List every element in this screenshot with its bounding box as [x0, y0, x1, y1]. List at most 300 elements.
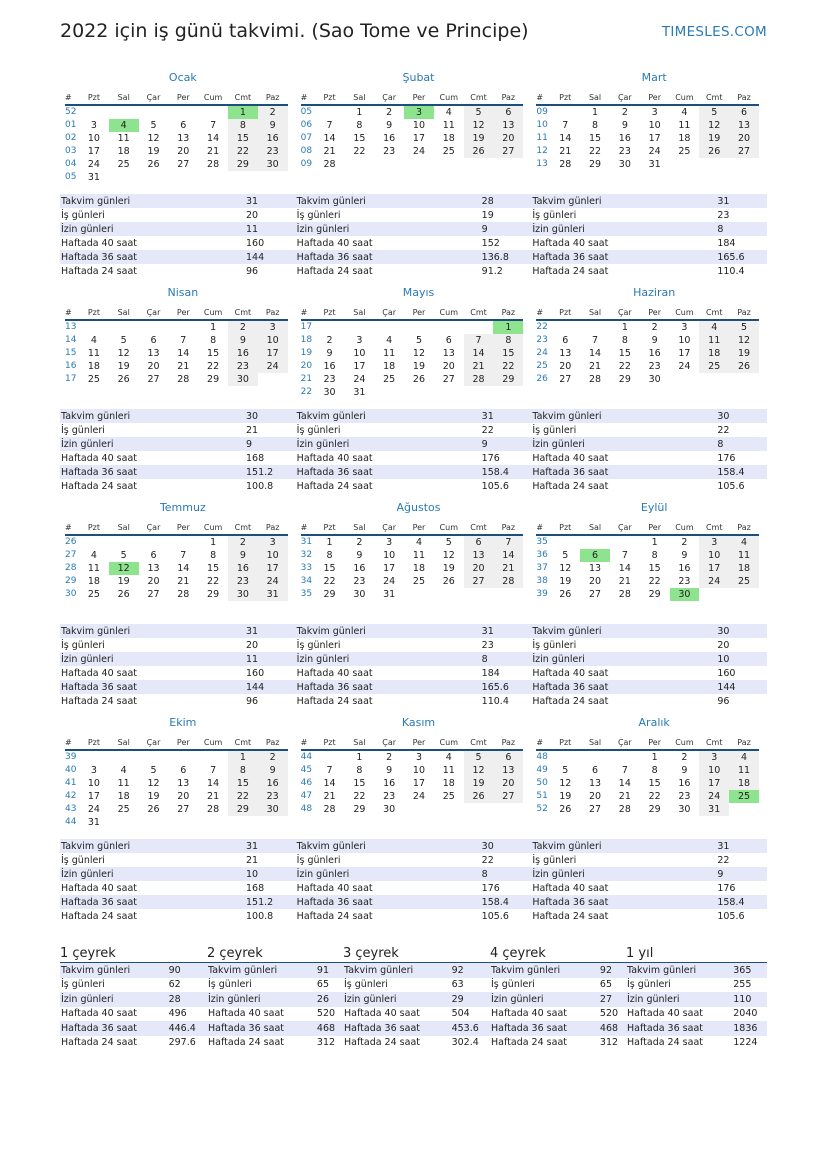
day-cell: 6 — [180, 120, 187, 131]
stat-label: İş günleri — [61, 209, 105, 221]
weekday-header: Cmt — [699, 90, 729, 105]
day-cell: 8 — [592, 120, 599, 131]
empty-cell — [79, 535, 109, 549]
day-cell: 10 — [412, 120, 425, 131]
week-number: 39 — [536, 589, 548, 599]
stat-row — [343, 963, 490, 978]
stat-row — [531, 409, 767, 423]
empty-cell — [550, 320, 580, 334]
stat-label: İş günleri — [296, 854, 341, 866]
stat-value: 31 — [716, 194, 767, 208]
day-cell: 6 — [150, 335, 157, 346]
weekday-header: Per — [640, 520, 670, 535]
empty-cell — [374, 320, 404, 334]
month-calendar — [65, 305, 288, 386]
day-cell: 1 — [228, 105, 258, 119]
stat-value: 158.4 — [481, 895, 532, 909]
day-cell: 28 — [464, 373, 494, 386]
empty-cell — [729, 803, 759, 816]
week-row — [65, 334, 288, 347]
empty-cell — [434, 588, 464, 601]
stat-label: Takvim günleri — [60, 624, 245, 638]
day-cell: 9 — [386, 120, 393, 131]
week-number: 52 — [536, 804, 548, 814]
stat-row — [490, 978, 626, 993]
week-number: 35 — [300, 589, 313, 599]
day-cell: 6 — [445, 335, 452, 346]
day-cell: 14 — [618, 778, 631, 789]
stat-label: Haftada 40 saat — [61, 1008, 137, 1020]
weekday-header: Per — [168, 520, 198, 535]
day-cell: 27 — [729, 145, 759, 158]
empty-cell — [404, 386, 434, 399]
stat-label: Haftada 24 saat — [344, 1037, 420, 1049]
stat-label: İş günleri — [344, 979, 388, 991]
stat-row — [60, 194, 296, 208]
stat-label: Haftada 40 saat — [296, 452, 373, 464]
day-cell: 23 — [323, 374, 336, 385]
day-cell: 4 — [445, 752, 452, 763]
stat-label: Haftada 24 saat — [296, 695, 373, 707]
week-number: 33 — [300, 563, 313, 573]
week-number: 29 — [65, 576, 77, 586]
week-row — [65, 360, 288, 373]
day-cell: 17 — [699, 777, 729, 790]
weekday-header: Paz — [258, 520, 288, 535]
day-cell: 29 — [648, 804, 661, 815]
stat-row — [207, 1036, 343, 1051]
month-block — [296, 285, 532, 500]
stat-value: 176 — [481, 452, 500, 464]
week-number: 05 — [300, 107, 313, 117]
weekday-header: Sal — [109, 305, 139, 320]
stat-row — [60, 1007, 207, 1022]
stat-value: 29 — [451, 992, 490, 1007]
stat-label: Haftada 40 saat — [532, 882, 609, 894]
day-cell: 2 — [621, 107, 628, 118]
weekday-header: # — [536, 735, 550, 750]
day-cell: 14 — [323, 778, 336, 789]
empty-cell — [168, 320, 198, 334]
weekday-header: Cum — [434, 735, 464, 750]
week-row — [301, 750, 524, 764]
day-cell: 26 — [147, 159, 160, 170]
weekday-header: Cmt — [464, 90, 494, 105]
weekday-header: Pzt — [79, 90, 109, 105]
empty-cell — [344, 320, 374, 334]
day-cell: 2 — [681, 752, 688, 763]
stat-row — [490, 1021, 626, 1036]
day-cell: 29 — [618, 374, 631, 385]
stat-row — [343, 1007, 490, 1022]
weekday-header: Çar — [610, 520, 640, 535]
day-cell: 26 — [117, 589, 130, 600]
stat-row — [531, 465, 767, 479]
day-cell: 28 — [618, 804, 631, 815]
week-number: 20 — [300, 361, 313, 371]
week-number: 02 — [65, 133, 77, 143]
week-row — [301, 764, 524, 777]
empty-cell — [580, 535, 610, 549]
day-cell: 3 — [681, 322, 688, 333]
stat-value: 11 — [245, 222, 296, 236]
stat-row — [60, 250, 296, 264]
weekday-header: Sal — [580, 520, 610, 535]
day-cell: 9 — [258, 764, 288, 777]
day-cell: 25 — [383, 374, 396, 385]
day-cell: 27 — [442, 374, 455, 385]
day-cell: 14 — [588, 348, 602, 359]
empty-cell — [493, 588, 523, 601]
month-stats — [60, 194, 296, 278]
day-cell: 17 — [258, 562, 288, 575]
day-cell: 6 — [493, 105, 523, 119]
day-cell: 9 — [228, 334, 258, 347]
stat-value: 312 — [599, 1037, 619, 1049]
stat-row — [296, 666, 532, 680]
stat-label: İzin günleri — [60, 652, 245, 666]
day-cell: 1 — [356, 107, 363, 118]
day-cell: 5 — [464, 105, 494, 119]
day-cell: 1 — [651, 752, 658, 763]
day-cell: 22 — [353, 146, 366, 157]
stat-row — [490, 963, 626, 978]
stat-label: İş günleri — [532, 854, 577, 866]
weekday-header: Çar — [139, 735, 169, 750]
stat-value: 31 — [716, 839, 767, 853]
week-row — [301, 790, 524, 803]
stat-value: 297.6 — [168, 1037, 196, 1049]
stat-label: Haftada 40 saat — [627, 1008, 703, 1020]
weekday-header: Cum — [670, 305, 700, 320]
stat-label: Haftada 24 saat — [61, 910, 137, 922]
stat-label: Takvim günleri — [296, 839, 481, 853]
week-row — [301, 777, 524, 790]
month-calendar — [536, 90, 759, 171]
empty-cell — [198, 816, 228, 829]
weekday-header: Cmt — [464, 735, 494, 750]
stat-value: 144 — [245, 680, 296, 694]
week-row — [536, 562, 759, 575]
stat-value: 160 — [246, 667, 265, 679]
day-cell: 30 — [678, 804, 691, 815]
day-cell: 2 — [651, 322, 658, 333]
stat-row — [296, 652, 532, 666]
day-cell: 20 — [147, 361, 160, 372]
day-cell: 9 — [681, 765, 688, 776]
month-stats — [531, 409, 767, 493]
day-cell: 23 — [353, 576, 366, 587]
stat-value: 158.4 — [716, 465, 767, 479]
weekday-header: Per — [640, 90, 670, 105]
day-cell: 5 — [150, 120, 157, 131]
stat-label: Haftada 40 saat — [61, 237, 137, 249]
month-calendar — [301, 305, 524, 399]
week-row — [65, 105, 288, 119]
stat-value: 496 — [168, 1008, 187, 1020]
stat-label: Takvim günleri — [531, 409, 716, 423]
day-cell: 19 — [147, 791, 160, 802]
stat-label: Haftada 36 saat — [490, 1021, 599, 1036]
stat-value: 105.6 — [481, 480, 509, 492]
day-cell: 26 — [147, 804, 160, 815]
day-cell: 15 — [353, 133, 366, 144]
day-cell: 13 — [442, 348, 455, 359]
week-row — [65, 562, 288, 575]
day-cell: 27 — [493, 145, 523, 158]
stat-label: İş günleri — [296, 424, 341, 436]
stat-label: Haftada 24 saat — [61, 695, 137, 707]
stat-row — [60, 652, 296, 666]
day-cell: 2 — [386, 752, 393, 763]
weekday-header: Çar — [610, 305, 640, 320]
week-number: 24 — [536, 348, 548, 358]
week-number: 25 — [536, 361, 548, 371]
month-stats — [531, 624, 767, 708]
day-cell: 21 — [618, 791, 631, 802]
day-cell: 21 — [207, 146, 220, 157]
empty-cell — [344, 158, 374, 171]
weekday-header: Pzt — [79, 305, 109, 320]
quarter-stats — [490, 963, 626, 1050]
day-cell: 5 — [729, 320, 759, 334]
day-cell: 19 — [699, 132, 729, 145]
stat-label: İzin günleri — [490, 992, 599, 1007]
brand-logo[interactable]: TIMESLES.COM — [661, 24, 767, 40]
weekday-header: Pzt — [550, 305, 580, 320]
day-cell: 21 — [464, 360, 494, 373]
day-cell: 24 — [648, 146, 661, 157]
day-cell: 9 — [651, 335, 658, 346]
empty-cell — [404, 158, 434, 171]
day-cell: 13 — [177, 133, 190, 144]
empty-cell — [315, 750, 345, 764]
stat-value: 30 — [481, 839, 532, 853]
empty-cell — [670, 158, 700, 171]
stat-label: Takvim günleri — [60, 194, 245, 208]
day-cell: 29 — [207, 374, 220, 385]
day-cell: 16 — [678, 778, 691, 789]
week-number: 45 — [300, 765, 313, 775]
weekday-header: Cmt — [228, 520, 258, 535]
day-cell: 22 — [648, 791, 661, 802]
stat-label: İş günleri — [61, 854, 105, 866]
week-row — [536, 347, 759, 360]
empty-cell — [610, 535, 640, 549]
stat-value: 22 — [481, 424, 494, 436]
week-number: 40 — [65, 765, 77, 775]
stat-label: İzin günleri — [531, 437, 716, 451]
month-stats — [296, 624, 532, 708]
day-cell: 31 — [353, 387, 366, 398]
weekday-header: Per — [168, 735, 198, 750]
stat-row — [296, 236, 532, 250]
weekday-header: Pzt — [315, 735, 345, 750]
weekday-header: Per — [640, 305, 670, 320]
day-cell: 23 — [228, 575, 258, 588]
day-cell: 11 — [87, 348, 100, 359]
empty-cell — [434, 386, 464, 399]
weekday-header: Çar — [374, 305, 404, 320]
day-cell: 16 — [353, 563, 366, 574]
stat-value: 22 — [481, 854, 494, 866]
day-cell: 16 — [258, 132, 288, 145]
stat-row — [60, 624, 296, 638]
day-cell: 13 — [147, 563, 160, 574]
stat-row — [60, 909, 296, 923]
day-cell: 16 — [383, 133, 396, 144]
day-cell: 13 — [493, 119, 523, 132]
week-number: 46 — [300, 778, 313, 788]
empty-cell — [109, 816, 139, 829]
stat-value: 91.2 — [481, 265, 503, 277]
empty-cell — [109, 750, 139, 764]
stat-value: 176 — [717, 882, 736, 894]
day-cell: 3 — [415, 752, 422, 763]
week-row — [301, 158, 524, 171]
stat-row — [207, 1007, 343, 1022]
week-row — [536, 588, 759, 601]
weekday-header: Per — [640, 735, 670, 750]
weekday-header: Pzt — [315, 520, 345, 535]
day-cell: 3 — [386, 537, 393, 548]
stat-row — [343, 978, 490, 993]
day-cell: 31 — [87, 172, 100, 183]
stat-value: 26 — [316, 992, 343, 1007]
stat-label: Haftada 40 saat — [532, 237, 609, 249]
day-cell: 6 — [493, 750, 523, 764]
weekday-header: Cmt — [699, 520, 729, 535]
day-cell: 11 — [442, 120, 455, 131]
day-cell: 11 — [729, 549, 759, 562]
stat-label: Haftada 36 saat — [60, 1021, 168, 1036]
weekday-header: Çar — [139, 305, 169, 320]
weekday-header: # — [65, 735, 79, 750]
week-row — [536, 777, 759, 790]
weekday-header: Sal — [344, 735, 374, 750]
stat-value: 9 — [716, 867, 767, 881]
weekday-header: # — [536, 90, 550, 105]
day-cell: 26 — [559, 589, 572, 600]
day-cell: 11 — [678, 120, 691, 131]
empty-cell — [109, 320, 139, 334]
stat-label: İzin günleri — [296, 652, 481, 666]
empty-cell — [699, 588, 729, 601]
day-cell: 24 — [87, 804, 100, 815]
stat-row — [626, 1036, 767, 1051]
week-row — [65, 347, 288, 360]
stat-label: Haftada 36 saat — [296, 680, 481, 694]
stat-value: 105.6 — [481, 910, 509, 922]
day-cell: 28 — [177, 589, 190, 600]
day-cell: 10 — [258, 334, 288, 347]
stat-label: Takvim günleri — [296, 409, 481, 423]
day-cell: 26 — [559, 804, 572, 815]
day-cell: 12 — [109, 562, 139, 575]
stat-row — [296, 409, 532, 423]
empty-cell — [464, 320, 494, 334]
week-row — [536, 334, 759, 347]
empty-cell — [404, 588, 434, 601]
day-cell: 4 — [109, 119, 139, 132]
stat-row — [60, 236, 296, 250]
stat-label: Haftada 40 saat — [532, 667, 609, 679]
day-cell: 3 — [404, 105, 434, 119]
day-cell: 14 — [177, 563, 190, 574]
stat-label: İş günleri — [532, 209, 577, 221]
month-name: Ekim — [169, 716, 197, 729]
stat-label: Haftada 24 saat — [61, 1037, 137, 1049]
weekday-header: # — [65, 90, 79, 105]
stat-row — [343, 992, 490, 1007]
day-cell: 18 — [117, 791, 130, 802]
day-cell: 28 — [207, 804, 220, 815]
stat-label: Haftada 36 saat — [207, 1021, 316, 1036]
weekday-header: Per — [168, 90, 198, 105]
day-cell: 15 — [228, 132, 258, 145]
week-number: 41 — [65, 778, 77, 788]
week-number: 09 — [300, 159, 313, 169]
stat-value: 8 — [716, 222, 767, 236]
day-cell: 14 — [177, 348, 190, 359]
day-cell: 9 — [356, 550, 363, 561]
week-number: 52 — [65, 107, 77, 117]
stat-row — [531, 638, 767, 652]
day-cell: 21 — [323, 791, 336, 802]
weekday-header: Cmt — [699, 735, 729, 750]
weekday-header: Paz — [729, 735, 759, 750]
day-cell: 18 — [729, 562, 759, 575]
stat-label: Haftada 40 saat — [344, 1008, 420, 1020]
week-row — [65, 764, 288, 777]
weekday-header: # — [536, 305, 550, 320]
empty-cell — [729, 588, 759, 601]
stat-label: Takvim günleri — [531, 839, 716, 853]
stat-label: İş günleri — [491, 979, 535, 991]
day-cell: 26 — [729, 360, 759, 373]
day-cell: 14 — [207, 133, 220, 144]
empty-cell — [258, 816, 288, 829]
stat-row — [60, 451, 296, 465]
stat-label: İş günleri — [61, 424, 105, 436]
stat-row — [531, 222, 767, 236]
month-block — [60, 715, 296, 930]
month-calendar — [65, 90, 288, 184]
week-row — [536, 535, 759, 549]
day-cell: 14 — [464, 347, 494, 360]
stat-row — [296, 250, 532, 264]
stat-value: 31 — [245, 624, 296, 638]
stat-row — [296, 479, 532, 493]
stat-label: İzin günleri — [343, 992, 451, 1007]
week-row — [301, 549, 524, 562]
day-cell: 8 — [356, 120, 363, 131]
stat-value: 28 — [481, 194, 532, 208]
weekday-header: Cmt — [228, 735, 258, 750]
week-number: 19 — [300, 348, 313, 358]
week-number: 08 — [300, 146, 313, 156]
week-row — [536, 145, 759, 158]
day-cell: 1 — [326, 537, 333, 548]
day-cell: 28 — [493, 575, 523, 588]
day-cell: 8 — [493, 334, 523, 347]
day-cell: 27 — [559, 374, 572, 385]
day-cell: 6 — [562, 335, 569, 346]
stat-row — [343, 1036, 490, 1051]
day-cell: 8 — [228, 119, 258, 132]
month-grid — [60, 70, 767, 930]
stat-row — [296, 624, 532, 638]
